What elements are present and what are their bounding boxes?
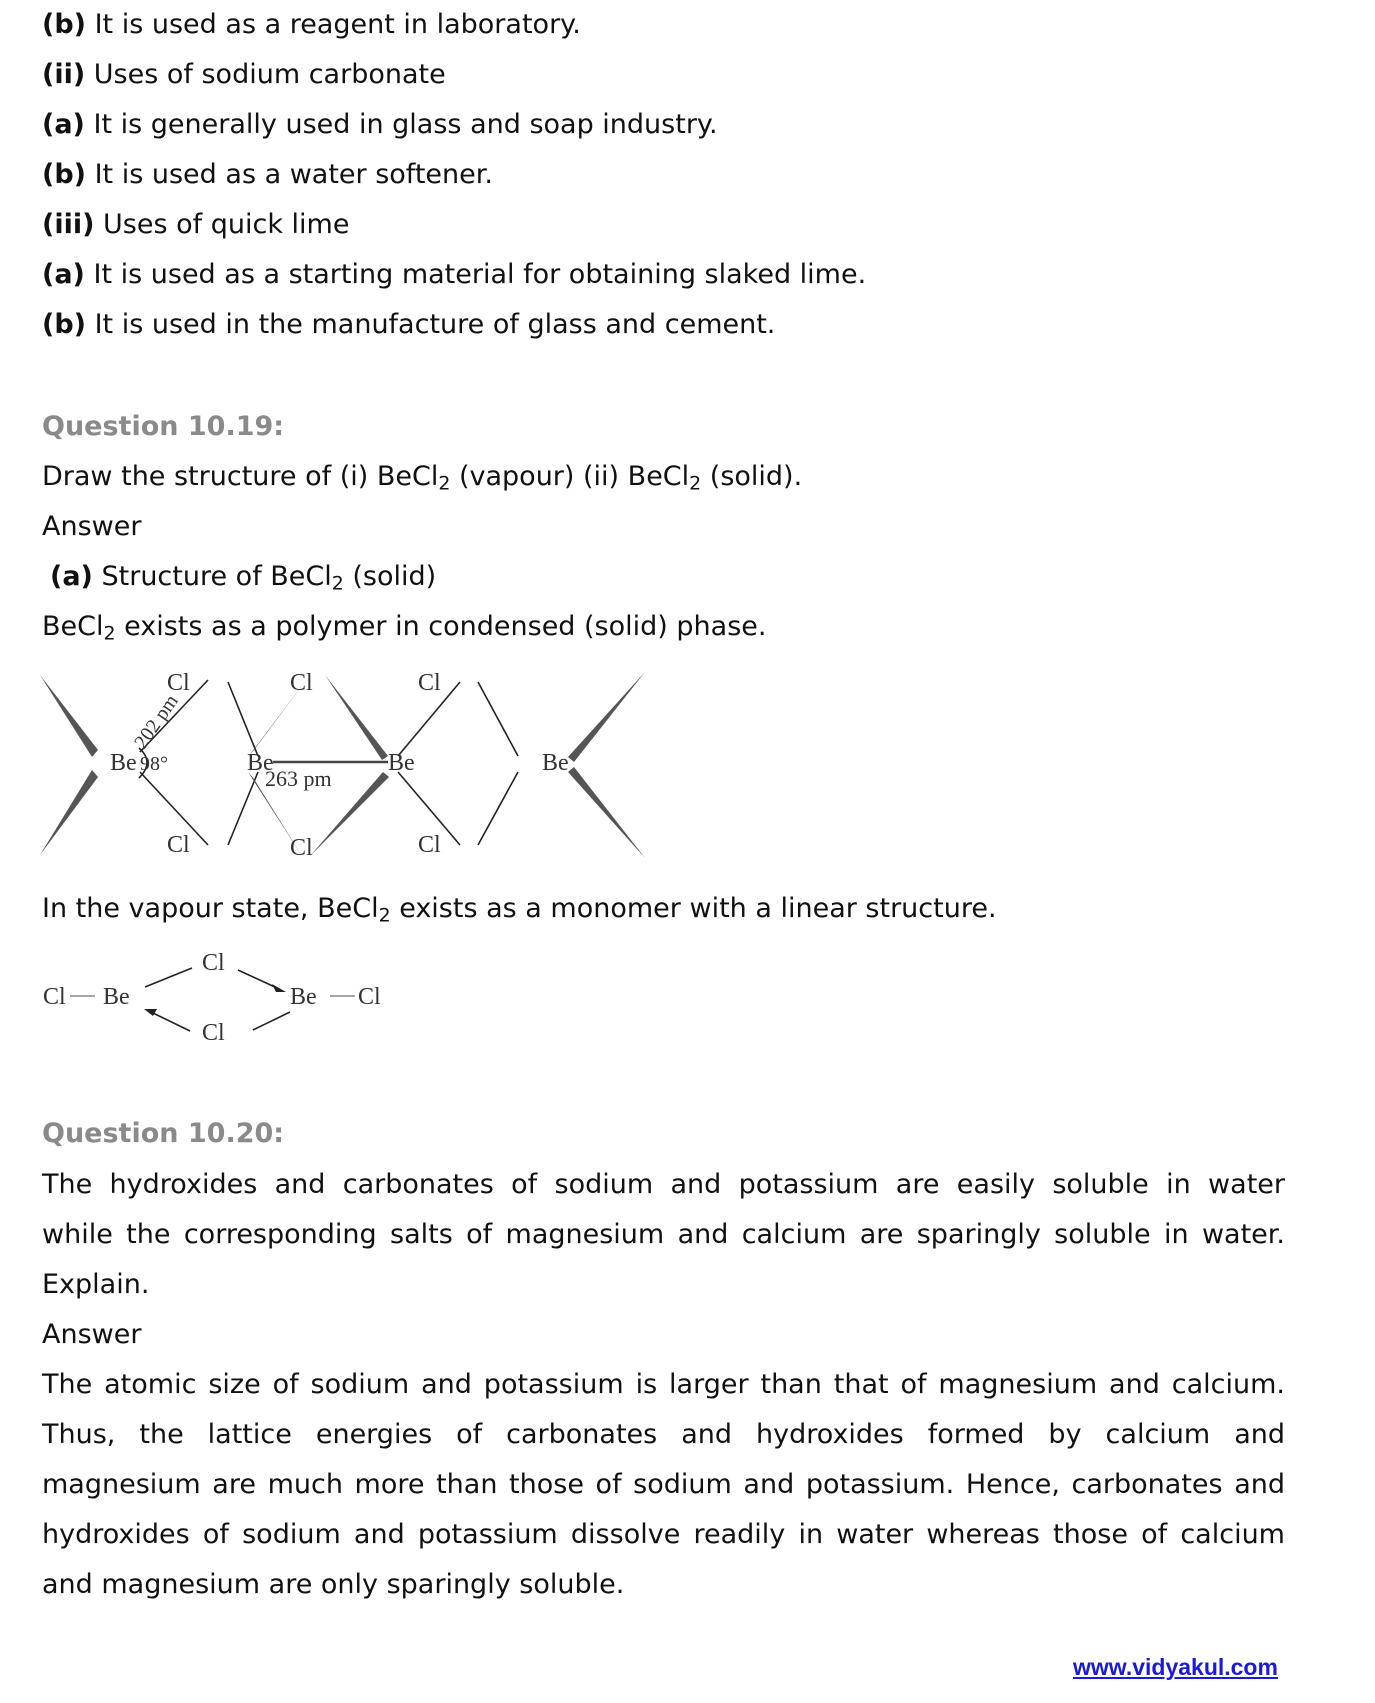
dative-bond-arrow bbox=[238, 970, 277, 988]
wedge-bond bbox=[40, 770, 98, 855]
answer-text: magnesium are much more than those of sodium and potassium. Hence, carbonates and bbox=[42, 1469, 1285, 1500]
be-atom-label: Be bbox=[290, 984, 317, 1010]
answer-text: In the vapour state, BeCl$_2$ exists as a monomer with a linear structure. bbox=[42, 893, 997, 927]
wedge-bond bbox=[325, 675, 388, 760]
wedge-bond bbox=[568, 672, 645, 762]
question-text: Draw the structure of (i) BeCl$_2$ (vapour) (ii) BeCl$_2$ (solid). bbox=[42, 461, 803, 495]
be-atom-label: Be bbox=[388, 750, 415, 776]
cl-atom-label: Cl bbox=[290, 670, 313, 696]
arrow-head-icon bbox=[144, 1009, 157, 1016]
cl-atom-label: Cl bbox=[167, 832, 190, 858]
answer-part-heading: (a) Structure of BeCl$_2$ (solid) bbox=[50, 561, 437, 595]
question-text: Explain. bbox=[42, 1269, 150, 1300]
cl-atom-label: Cl bbox=[418, 670, 441, 696]
answer-label: Answer bbox=[42, 511, 142, 542]
arrow-head-icon bbox=[272, 984, 286, 992]
use-item: (b) It is used as a water softener. bbox=[42, 159, 493, 190]
answer-text: Thus, the lattice energies of carbonates and hydroxides formed by calcium and bbox=[42, 1419, 1285, 1450]
website-link[interactable]: www.vidyakul.com bbox=[1073, 1654, 1278, 1680]
bond-line bbox=[145, 968, 192, 987]
use-item: (a) It is used as a starting material for obtaining slaked lime. bbox=[42, 259, 867, 290]
wedge-bond bbox=[568, 767, 645, 858]
be-be-distance-label: 263 pm bbox=[265, 766, 332, 791]
question-text: The hydroxides and carbonates of sodium and potassium are easily soluble in water bbox=[42, 1169, 1285, 1200]
cl-atom-label: Cl bbox=[418, 832, 441, 858]
use-heading: (iii) Uses of quick lime bbox=[42, 209, 350, 240]
cl-atom-label: Cl bbox=[202, 950, 225, 976]
cl-atom-label: Cl bbox=[290, 835, 313, 861]
question-text: while the corresponding salts of magnesium and calcium are sparingly soluble in water. bbox=[42, 1219, 1285, 1250]
be-atom-label: Be bbox=[110, 750, 137, 776]
cl-atom-label: Cl bbox=[167, 670, 190, 696]
answer-text: hydroxides of sodium and potassium dissolve readily in water whereas those of calcium bbox=[42, 1519, 1285, 1550]
use-item: (b) It is used in the manufacture of glass and cement. bbox=[42, 309, 776, 340]
be-atom-label: Be bbox=[103, 984, 130, 1010]
becl2-solid-structure-diagram bbox=[40, 660, 800, 870]
answer-text: and magnesium are only sparingly soluble. bbox=[42, 1569, 625, 1600]
be-atom-label: Be bbox=[247, 750, 274, 776]
cl-atom-label: Cl bbox=[358, 984, 381, 1010]
bond-angle-label: 98° bbox=[140, 753, 168, 775]
question-heading: Question 10.19: bbox=[42, 411, 285, 442]
be-atom-label: Be bbox=[542, 750, 569, 776]
bond-length-label: 202 pm bbox=[130, 690, 183, 753]
answer-label: Answer bbox=[42, 1319, 142, 1350]
bond-line bbox=[478, 772, 518, 845]
use-item: (a) It is generally used in glass and soap industry. bbox=[42, 109, 718, 140]
bond-line bbox=[228, 682, 258, 756]
answer-text: BeCl$_2$ exists as a polymer in condensed (solid) phase. bbox=[42, 611, 767, 645]
wedge-bond bbox=[40, 675, 98, 757]
bond-line bbox=[253, 1012, 290, 1030]
cl-atom-label: Cl bbox=[43, 984, 66, 1010]
bond-line bbox=[228, 772, 258, 845]
cl-atom-label: Cl bbox=[202, 1020, 225, 1046]
question-heading: Question 10.20: bbox=[42, 1118, 285, 1149]
answer-text: The atomic size of sodium and potassium is larger than that of magnesium and calcium. bbox=[42, 1369, 1285, 1400]
becl2-dimer-diagram bbox=[40, 940, 390, 1055]
use-heading: (ii) Uses of sodium carbonate bbox=[42, 59, 446, 90]
bond-line bbox=[478, 682, 518, 756]
use-item: (b) It is used as a reagent in laboratory. bbox=[42, 9, 581, 40]
dative-bond-arrow bbox=[153, 1013, 190, 1031]
